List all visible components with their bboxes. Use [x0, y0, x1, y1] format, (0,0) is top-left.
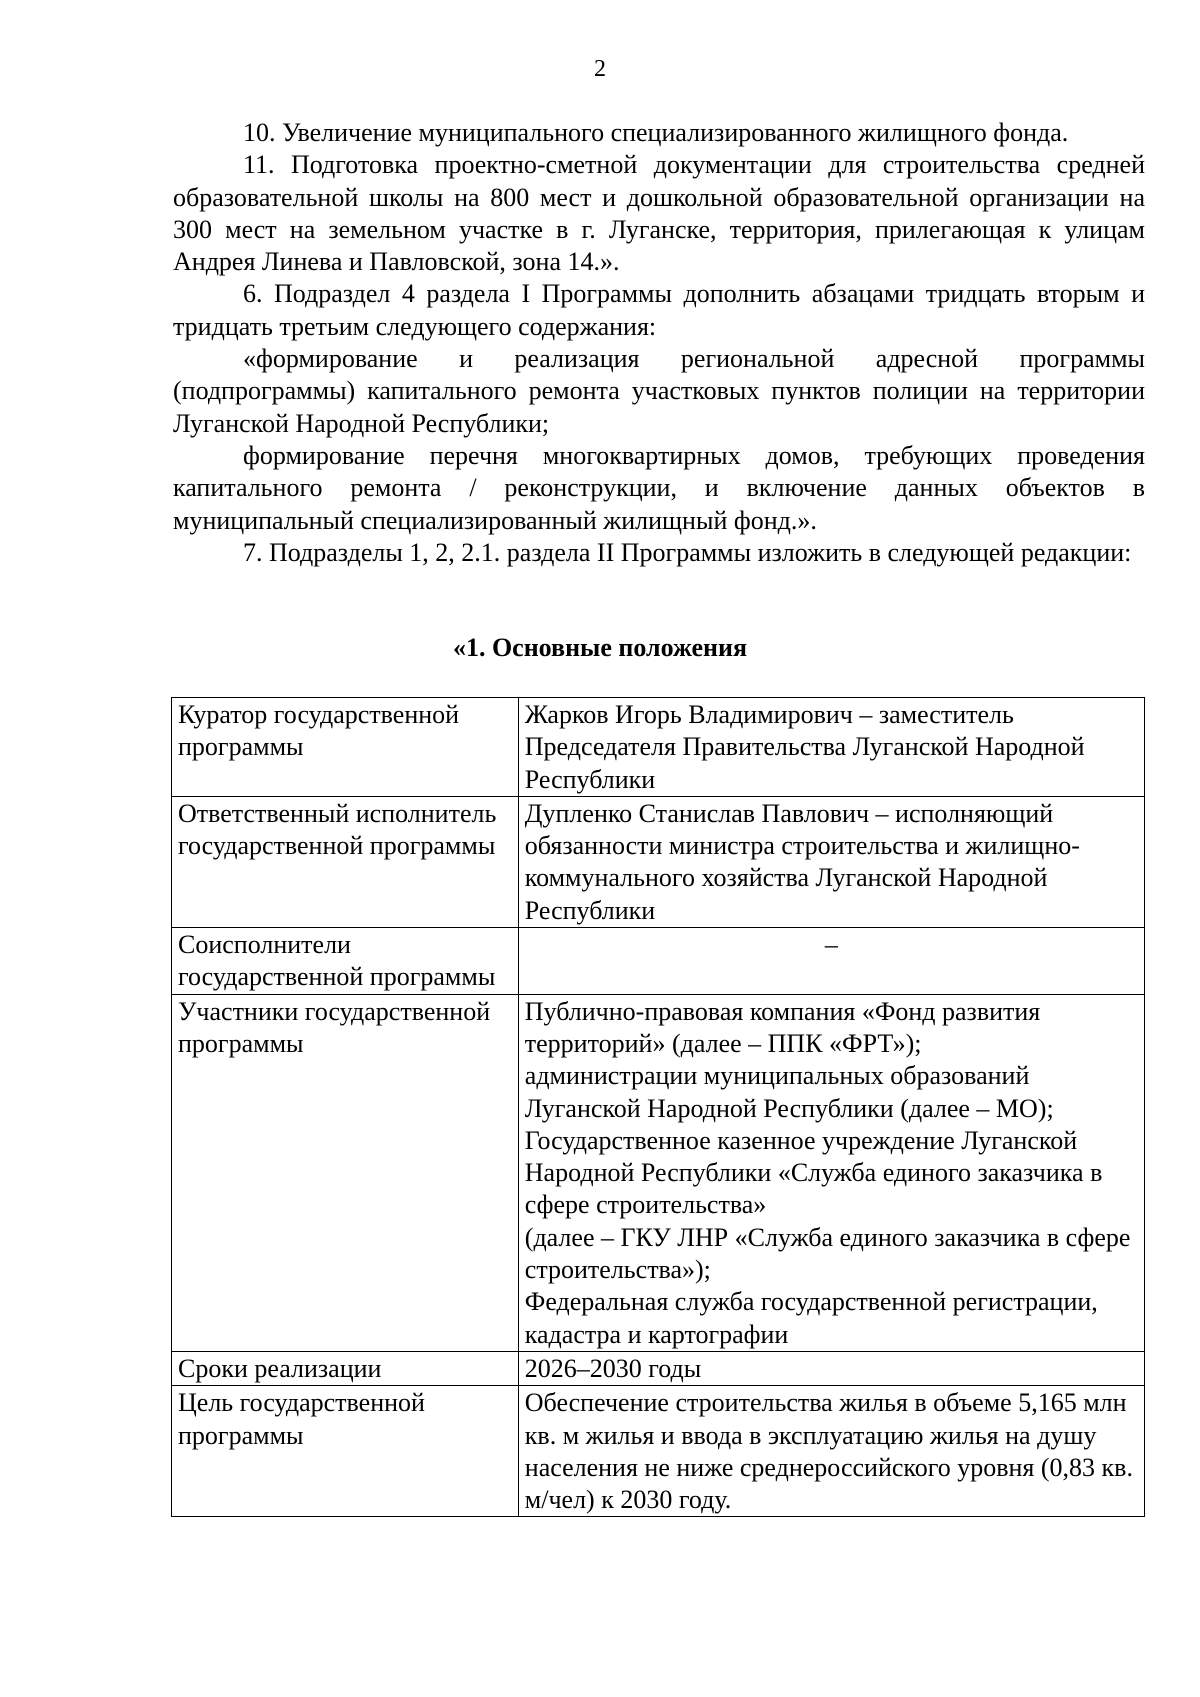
paragraph-item-11: 11. Подготовка проектно-сметной документации для строительства средней образовательной школы на 800 мест и дошкольной образовательной организации на 300 мест на земельном участке в г. Луганске, территория, прилегающая к улицам Андрея Линева и Павловской, зона 14.». — [173, 150, 1145, 277]
cell-text: (далее – ГКУ ЛНР «Служба единого заказчика в сфере строительства»); — [524, 1222, 1131, 1285]
section-heading: «1. Основные положения — [452, 633, 748, 662]
paragraph-point-7: 7. Подразделы 1, 2, 2.1. раздела II Программы изложить в следующей редакции: — [243, 537, 1132, 567]
document-body — [173, 117, 1145, 569]
table-row — [172, 796, 1145, 927]
table-row — [172, 994, 1145, 1351]
table-cell-label: Цель государственной программы — [172, 1386, 519, 1517]
table-row — [172, 698, 1145, 797]
paragraph-quote-1: «формирование и реализация региональной адресной программы (подпрограммы) капитального ремонта участковых пунктов полиции на территории Луганской Народной Республики; — [173, 344, 1145, 438]
cell-text: администрации муниципальных образований Луганской Народной Республики (далее – МО); — [524, 1061, 1054, 1123]
table-cell-label: Сроки реализации — [172, 1351, 519, 1385]
table-cell-value — [518, 994, 1144, 1351]
table-cell-value — [518, 698, 1144, 797]
table-cell-label: Участники государственной программы — [172, 994, 519, 1351]
paragraph-item-10: 10. Увеличение муниципального специализированного жилищного фонда. — [243, 118, 1069, 147]
table-row — [172, 928, 1145, 995]
table-cell-value — [518, 796, 1144, 927]
table-cell-value — [518, 928, 1144, 995]
cell-text: Государственное казенное учреждение Луганской Народной Республики «Служба единого заказчика в сфере строительства» — [524, 1125, 1103, 1220]
paragraph-point-6: 6. Подраздел 4 раздела I Программы дополнить абзацами тридцать вторым и тридцать третьим следующего содержания: — [173, 279, 1145, 341]
paragraph-quote-2: формирование перечня многоквартирных домов, требующих проведения капитального ремонта / реконструкции, и включение данных объектов в муниципальный специализированный жилищный фонд.». — [173, 440, 1145, 535]
table-cell-label: Ответственный исполнитель государственной программы — [172, 796, 519, 927]
program-info-table — [171, 697, 1145, 1517]
table-cell-label: Соисполнители государственной программы — [172, 928, 519, 995]
cell-text: Обеспечение строительства жилья в объеме 5,165 млн кв. м жилья и ввода в эксплуатацию жилья на душу населения не ниже среднероссийского уровня (0,83 кв. м/чел) к 2030 году. — [524, 1388, 1133, 1515]
table-cell-value — [518, 1351, 1144, 1385]
table-row — [172, 1386, 1145, 1517]
cell-text: Жарков Игорь Владимирович – заместитель Председателя Правительства Луганской Народной Республики — [524, 700, 1085, 794]
cell-text: Дупленко Станислав Павлович – исполняющий обязанности министра строительства и жилищно-коммунального хозяйства Луганской Народной Республики — [524, 798, 1080, 925]
cell-text: Публично-правовая компания «Фонд развития территорий» (далее – ППК «ФРТ»); — [524, 996, 1041, 1058]
table-cell-label: Куратор государственной программы — [172, 698, 519, 797]
page-number: 2 — [594, 56, 606, 82]
table-row — [172, 1351, 1145, 1385]
table-cell-value — [518, 1386, 1144, 1517]
cell-text: 2026–2030 годы — [524, 1353, 702, 1383]
cell-text: – — [824, 930, 838, 960]
cell-text: Федеральная служба государственной регистрации, кадастра и картографии — [524, 1287, 1098, 1349]
